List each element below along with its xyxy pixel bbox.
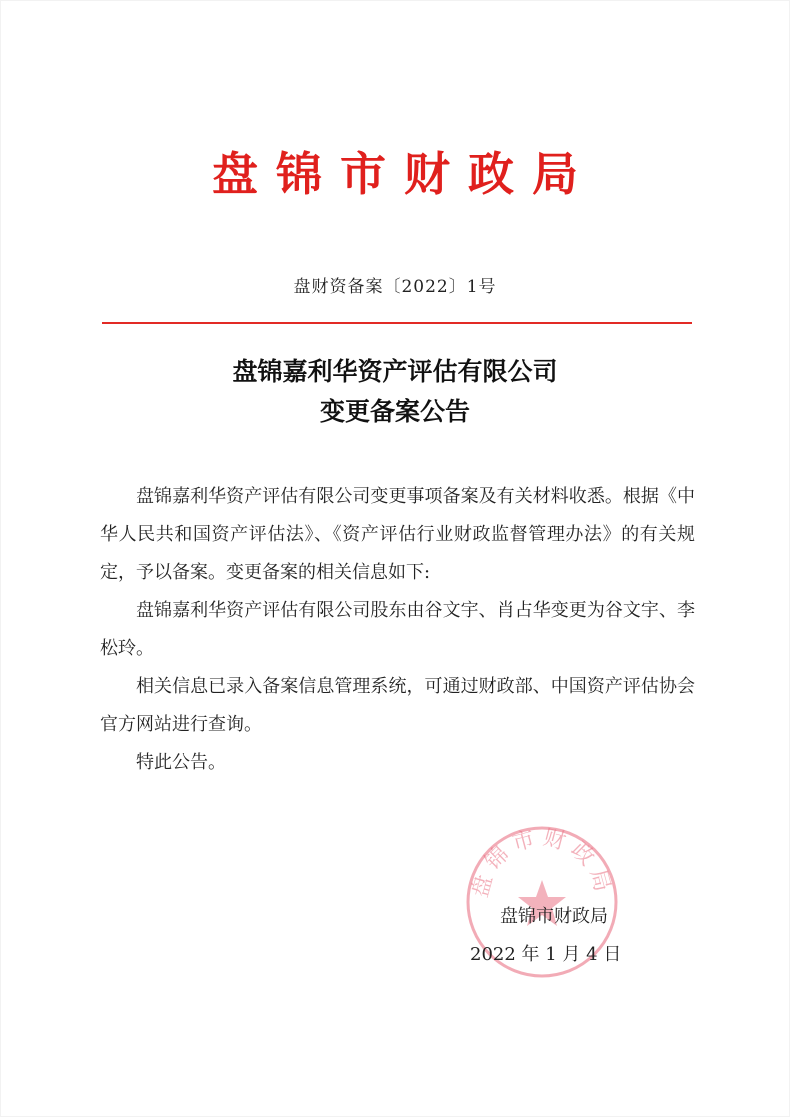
body-paragraph: 盘锦嘉利华资产评估有限公司股东由谷文宇、肖占华变更为谷文宇、李松玲。 (100, 600, 695, 659)
signature-block (470, 898, 670, 974)
issuer-title: 盘锦市财政局 (212, 147, 596, 201)
notice-body (100, 478, 695, 782)
signature-date: 2022 年 1 月 4 日 (470, 944, 622, 965)
signature-organization: 盘锦市财政局 (500, 906, 608, 927)
notice-title-line-1: 盘锦嘉利华资产评估有限公司 (232, 357, 558, 386)
notice-title (0, 352, 790, 432)
document-number: 盘财资备案〔2022〕1号 (293, 277, 497, 297)
body-paragraph: 特此公告。 (136, 752, 226, 773)
seal-text: 盘锦市财政局 (467, 825, 617, 901)
red-divider (102, 322, 692, 324)
body-paragraph: 盘锦嘉利华资产评估有限公司变更事项备案及有关材料收悉。根据《中华人民共和国资产评估法》、《资产评估行业财政监督管理办法》的有关规定，予以备案。变更备案的相关信息如下: (100, 486, 695, 583)
body-paragraph: 相关信息已录入备案信息管理系统，可通过财政部、中国资产评估协会官方网站进行查询。 (100, 676, 695, 735)
notice-title-line-2: 变更备案公告 (319, 397, 470, 426)
